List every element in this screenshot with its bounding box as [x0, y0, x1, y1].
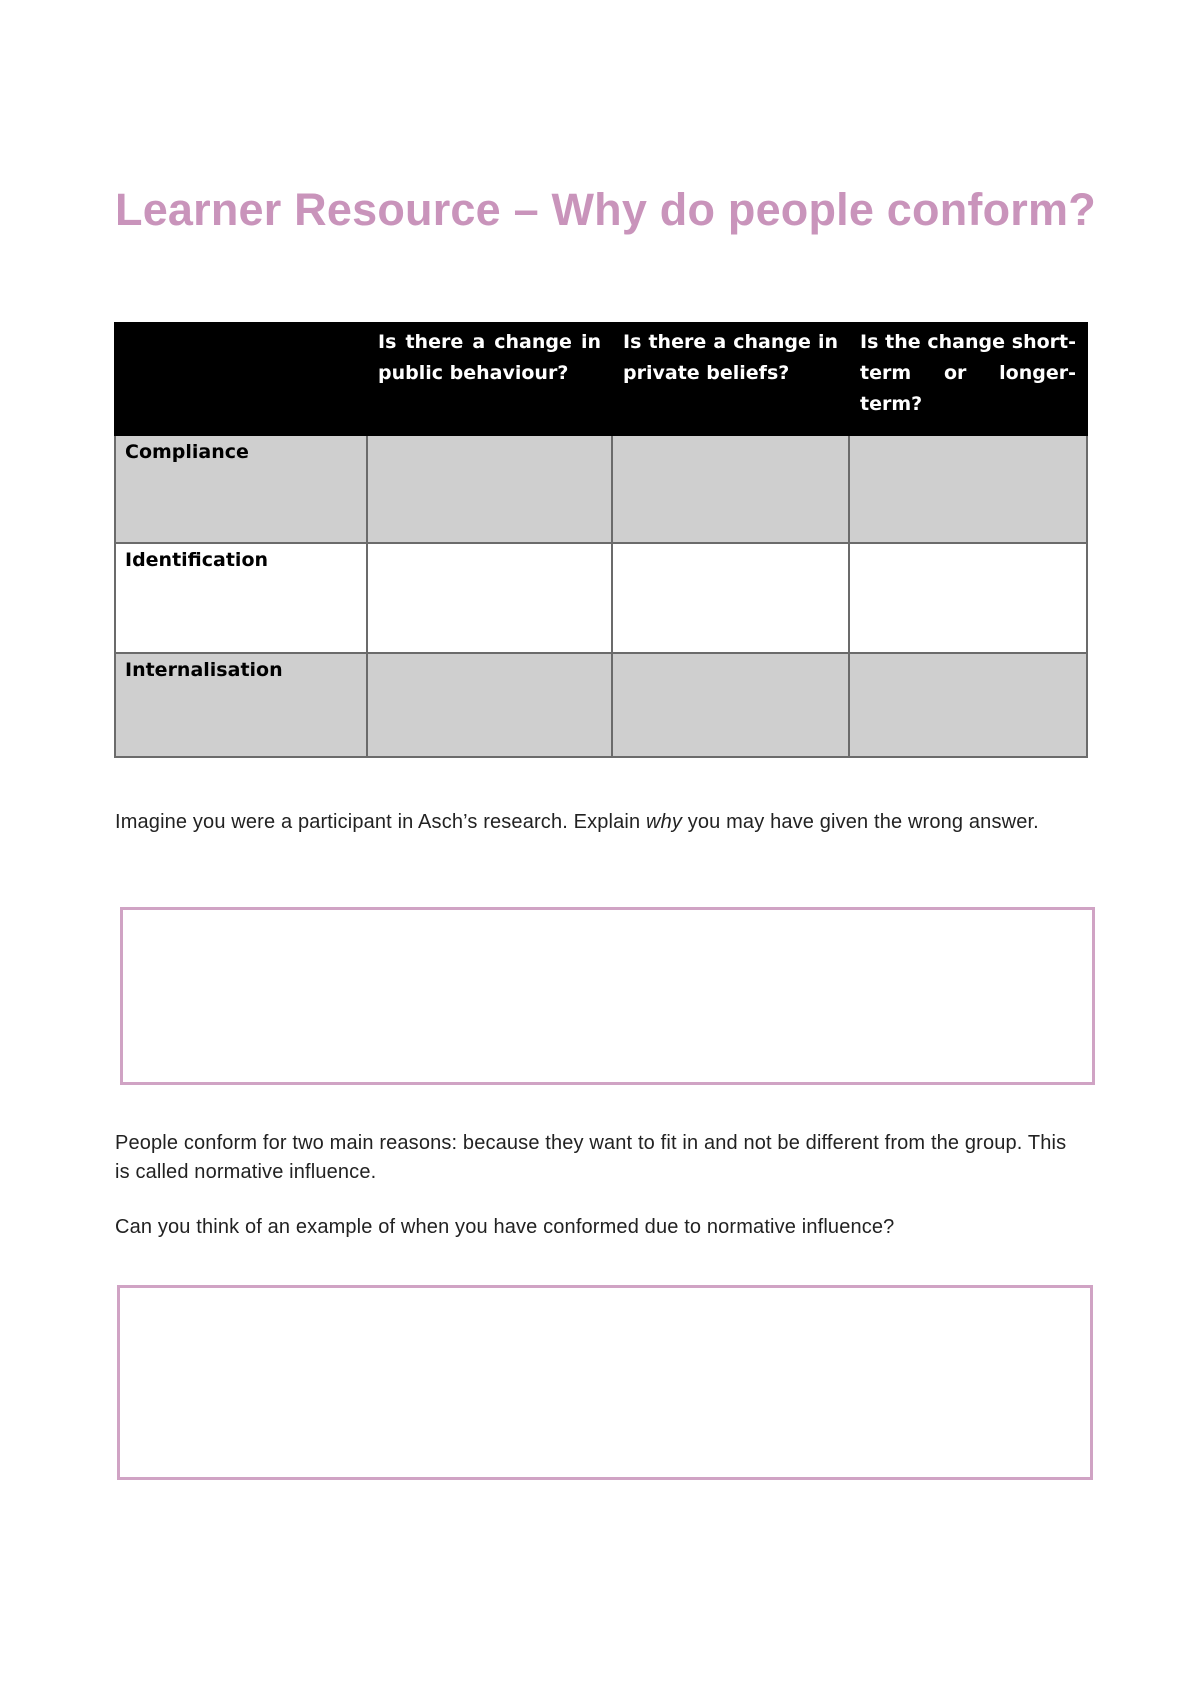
- row-label-compliance: Compliance: [115, 435, 367, 543]
- answer-box-normative-example[interactable]: [117, 1285, 1093, 1480]
- question-normative-example: Can you think of an example of when you have conformed due to normative influence?: [115, 1216, 895, 1238]
- normative-influence-paragraph: People conform for two main reasons: because they want to fit in and not be different from the group. This is called normative influence.: [115, 1132, 1067, 1183]
- header-private-beliefs: Is there a change in private beliefs?: [612, 323, 849, 435]
- table-row-compliance: [115, 435, 1087, 543]
- answer-cell[interactable]: [612, 435, 849, 543]
- page-title: Learner Resource – Why do people conform?: [115, 184, 1096, 235]
- answer-cell[interactable]: [612, 653, 849, 757]
- row-label-identification: Identification: [115, 543, 367, 653]
- table-row-identification: [115, 543, 1087, 653]
- emphasis-why: why: [645, 811, 683, 833]
- answer-cell[interactable]: [849, 435, 1087, 543]
- table-row-internalisation: [115, 653, 1087, 757]
- header-public-behaviour: Is there a change in public behaviour?: [367, 323, 612, 435]
- answer-cell[interactable]: [849, 653, 1087, 757]
- row-label-internalisation: Internalisation: [115, 653, 367, 757]
- answer-box-asch[interactable]: [120, 907, 1095, 1085]
- conformity-types-table: [114, 322, 1088, 758]
- answer-cell[interactable]: [367, 543, 612, 653]
- answer-cell[interactable]: [612, 543, 849, 653]
- answer-cell[interactable]: [367, 435, 612, 543]
- header-duration: Is the change short-term or longer-term?: [849, 323, 1087, 435]
- question-asch-explanation: Imagine you were a participant in Asch’s research. Explain why you may have given the wrong answer.: [115, 811, 1039, 833]
- answer-cell[interactable]: [367, 653, 612, 757]
- table-header-row: [115, 323, 1087, 435]
- answer-cell[interactable]: [849, 543, 1087, 653]
- header-empty-cell: [115, 323, 367, 435]
